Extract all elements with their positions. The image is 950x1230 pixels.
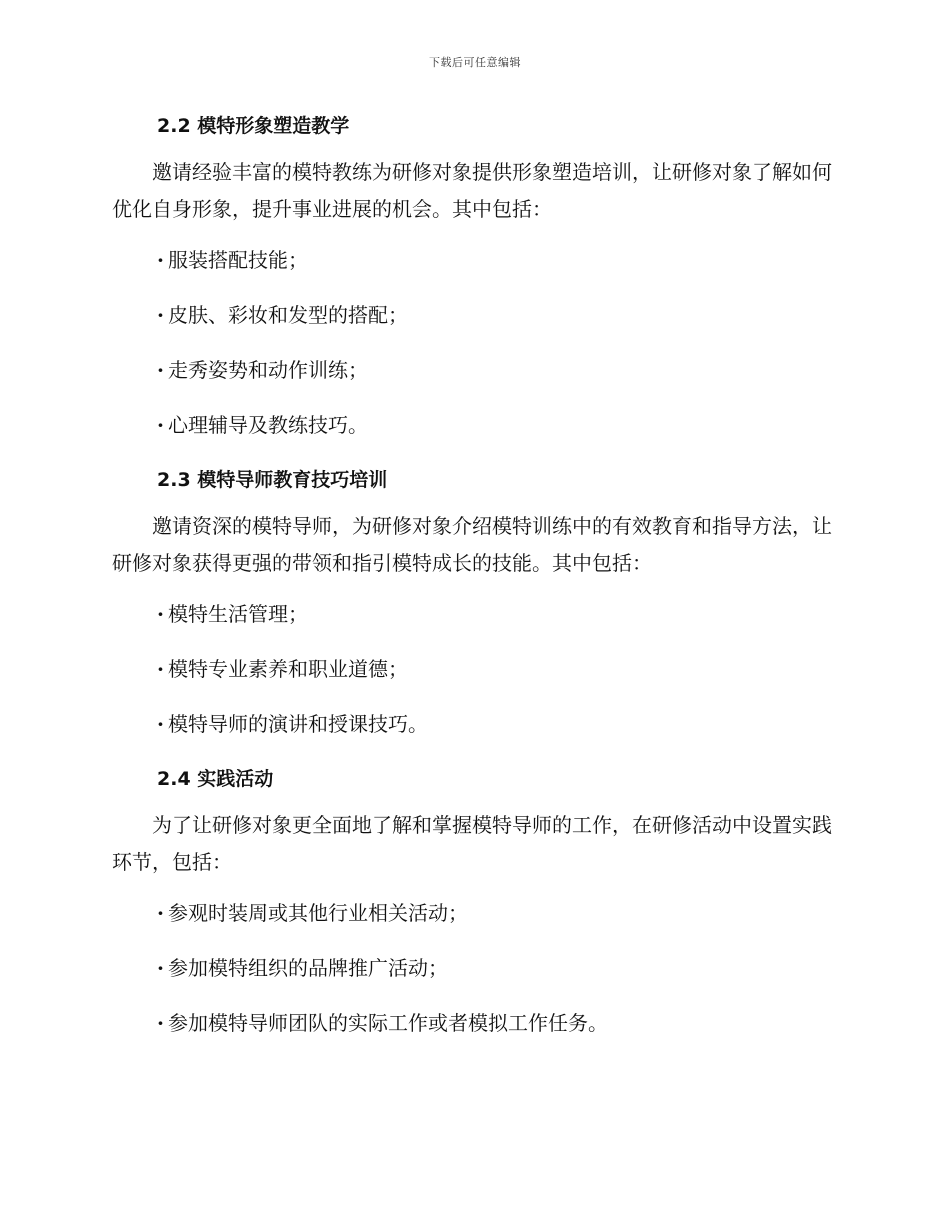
bullet-icon: · <box>157 1011 164 1035</box>
list-item <box>157 350 832 390</box>
bullet-icon: · <box>157 956 164 980</box>
bullet-icon: · <box>157 413 164 437</box>
list-item-text: 参加模特导师团队的实际工作或者模拟工作任务。 <box>168 1011 608 1035</box>
list-item-text: 参观时装周或其他行业相关活动； <box>168 901 468 925</box>
page-header: 下载后可任意编辑 <box>429 56 521 69</box>
list-item <box>157 295 832 335</box>
list-item <box>157 240 832 280</box>
list-item <box>157 1003 832 1043</box>
bullet-icon: · <box>157 901 164 925</box>
list-item-text: 服装搭配技能； <box>168 248 308 272</box>
bullet-icon: · <box>157 303 164 327</box>
list-item <box>157 649 832 689</box>
section-2-2 <box>112 106 832 445</box>
list-item-text: 模特专业素养和职业道德； <box>168 657 408 681</box>
bullet-icon: · <box>157 602 164 626</box>
section-paragraph: 邀请经验丰富的模特教练为研修对象提供形象塑造培训，让研修对象了解如何优化自身形象，提升事业进展的机会。其中包括： <box>112 160 832 221</box>
list-item <box>157 594 832 634</box>
bullet-icon: · <box>157 248 164 272</box>
list-item-text: 走秀姿势和动作训练； <box>168 358 368 382</box>
section-paragraph: 为了让研修对象更全面地了解和掌握模特导师的工作，在研修活动中设置实践环节，包括： <box>112 813 832 874</box>
list-item-text: 参加模特组织的品牌推广活动； <box>168 956 448 980</box>
section-heading: 2.4 实践活动 <box>157 768 274 790</box>
bullet-icon: · <box>157 358 164 382</box>
list-item <box>157 948 832 988</box>
section-2-3 <box>112 460 832 744</box>
document-body <box>112 106 832 1058</box>
section-paragraph: 邀请资深的模特导师，为研修对象介绍模特训练中的有效教育和指导方法，让研修对象获得更强的带领和指引模特成长的技能。其中包括： <box>112 514 832 575</box>
bullet-icon: · <box>157 657 164 681</box>
list-item <box>157 704 832 744</box>
list-item-text: 模特生活管理； <box>168 602 308 626</box>
section-heading: 2.3 模特导师教育技巧培训 <box>157 469 388 491</box>
list-item-text: 模特导师的演讲和授课技巧。 <box>168 712 428 736</box>
section-heading: 2.2 模特形象塑造教学 <box>157 115 350 137</box>
list-item-text: 皮肤、彩妆和发型的搭配； <box>168 303 408 327</box>
section-2-4 <box>112 759 832 1043</box>
list-item-text: 心理辅导及教练技巧。 <box>168 413 368 437</box>
list-item <box>157 893 832 933</box>
list-item <box>157 405 832 445</box>
bullet-icon: · <box>157 712 164 736</box>
